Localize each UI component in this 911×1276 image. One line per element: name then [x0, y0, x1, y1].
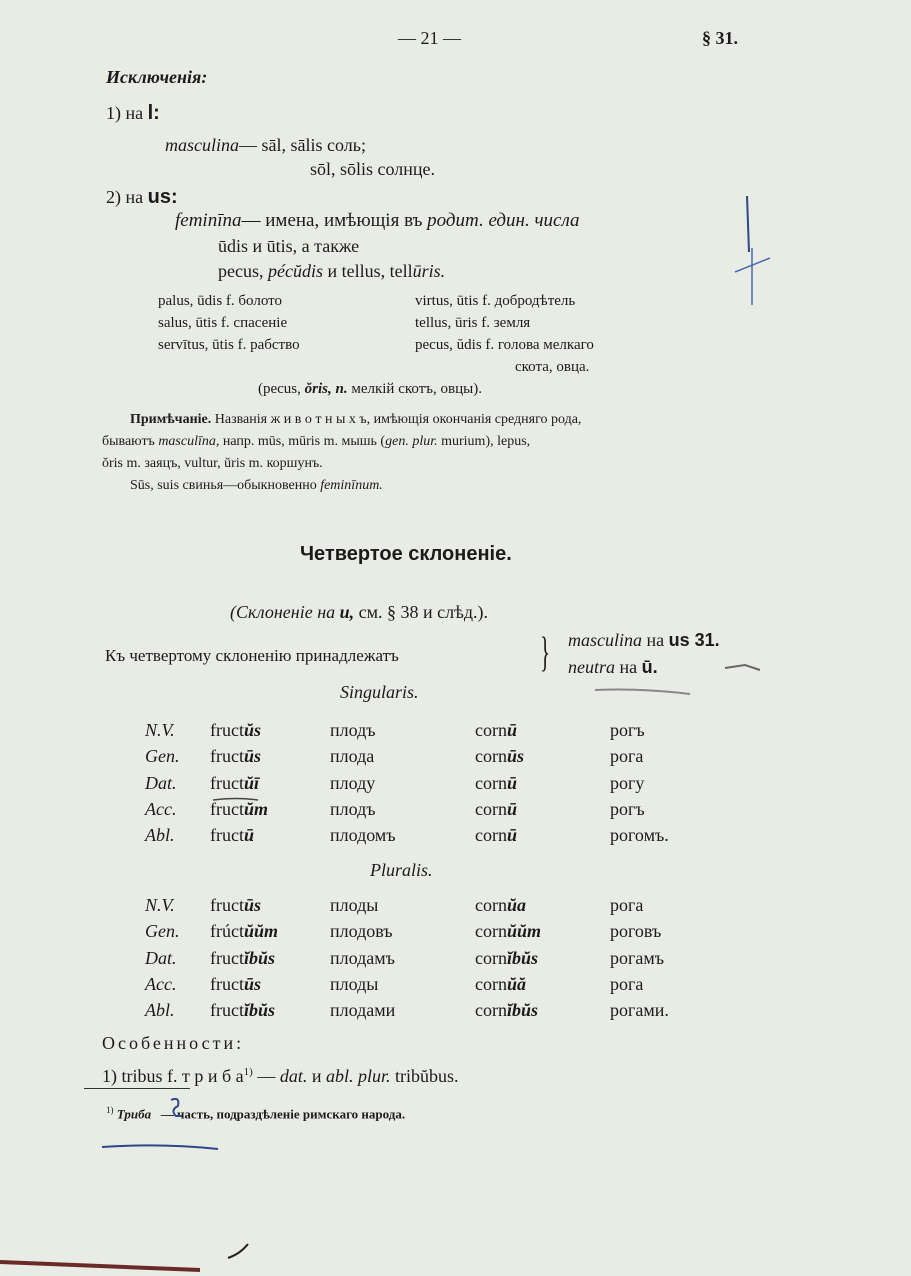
- exception-2: 2) на us:: [106, 186, 178, 208]
- example-left-3: servītus, ūtis f. рабство: [158, 337, 300, 353]
- translation-cornu: рога: [610, 973, 644, 994]
- table-row: [0, 894, 911, 918]
- example-right-3-cont: скота, овца.: [515, 359, 590, 375]
- footnote-rule: [84, 1088, 190, 1089]
- translation-cornu: рогъ: [610, 798, 645, 819]
- table-row: [0, 798, 911, 822]
- exceptions-title: Исключенія:: [106, 67, 208, 87]
- case-label: Dat.: [145, 772, 177, 793]
- form-fructus: fructŭī: [210, 772, 259, 793]
- form-cornu: cornŭa: [475, 895, 526, 915]
- note-line3: ŏris m. заяцъ, vultur, ŭris m. коршунъ.: [102, 456, 323, 471]
- exception-2-line2: ūdis и ūtis, а также: [218, 236, 360, 256]
- case-label: Gen.: [145, 746, 180, 767]
- form-fructus: fructĭbŭs: [210, 947, 276, 968]
- form-fructus: frúctŭŭm: [210, 921, 279, 942]
- translation-fructus: плода: [330, 746, 375, 767]
- table-row: [0, 719, 911, 743]
- form-fructus: fructūs: [210, 973, 261, 994]
- exception-2-line1: feminīna— имена, имѣющія въ родит. един. числа: [175, 210, 580, 231]
- translation-cornu: роговъ: [610, 921, 662, 942]
- translation-fructus: плодамъ: [330, 947, 395, 968]
- case-label: Gen.: [145, 921, 180, 942]
- example-right-1: virtus, ūtis f. добродѣтель: [415, 293, 576, 309]
- case-label: Acc.: [145, 973, 177, 994]
- form-fructus: fructĭbŭs: [210, 1000, 276, 1021]
- translation-cornu: рогъ: [610, 720, 645, 740]
- exception-1-line1: masculina— sāl, sālis соль;: [165, 135, 366, 155]
- table-row: [0, 973, 911, 997]
- declension-subtitle: (Склоненіе на u, см. § 38 и слѣд.).: [230, 602, 489, 622]
- footnote: $^{1)}$ Триба — часть, подраздѣленіе римскаго народа.: [106, 1105, 406, 1122]
- form-cornu: cornūs: [475, 746, 524, 767]
- features-item-1: 1) tribus f. т р и б $а^{1)}$ — dat. и abl. plur. tribŭbus.: [102, 1066, 459, 1086]
- translation-fructus: плодомъ: [330, 825, 396, 846]
- pluralis-title: Pluralis.: [370, 860, 433, 880]
- pecus-note: (pecus, ŏris, n. мелкій скотъ, овцы).: [258, 381, 482, 397]
- table-row: [0, 920, 911, 944]
- form-cornu: cornū: [475, 825, 517, 846]
- case-label: Dat.: [145, 947, 177, 968]
- features-title: Особенности:: [102, 1033, 245, 1053]
- form-fructus: fructŭs: [210, 720, 261, 740]
- translation-cornu: рогомъ.: [610, 825, 669, 846]
- translation-cornu: рога: [610, 895, 644, 915]
- translation-cornu: рогамъ: [610, 947, 665, 968]
- exception-1: 1) на l:: [106, 102, 160, 124]
- note-line2: бываютъ masculīna, напр. mūs, mūris m. мышь (gen. plur. murium), lepus,: [102, 434, 531, 449]
- form-cornu: cornū: [475, 720, 517, 740]
- singularis-title: Singularis.: [340, 682, 419, 702]
- case-label: Abl.: [145, 1000, 175, 1021]
- case-label: Acc.: [145, 798, 177, 819]
- translation-cornu: рогу: [610, 772, 645, 793]
- form-cornu: cornū: [475, 772, 517, 793]
- translation-fructus: плодъ: [330, 720, 376, 740]
- table-row: [0, 999, 911, 1023]
- table-row: [0, 947, 911, 971]
- case-label: N.V.: [145, 720, 175, 740]
- note-line1: Примѣчаніе. Названія ж и в о т н ы х ъ, имѣющія окончанія средняго рода,: [130, 412, 582, 427]
- example-right-2: tellus, ūris f. земля: [415, 315, 531, 331]
- example-left-1: palus, ūdis f. болото: [158, 293, 282, 309]
- form-cornu: cornŭŭm: [475, 921, 542, 942]
- case-label: N.V.: [145, 895, 175, 915]
- form-cornu: cornĭbŭs: [475, 947, 539, 968]
- translation-fructus: плодъ: [330, 798, 376, 819]
- form-fructus: fructūs: [210, 746, 261, 767]
- form-fructus: fructŭm: [210, 798, 268, 819]
- form-fructus: fructūs: [210, 895, 261, 915]
- belongs-neutra: neutra на ū.: [568, 657, 658, 677]
- form-fructus: fructū: [210, 825, 254, 846]
- note-line4: Sūs, suis свинья—обыкновенно feminīnum.: [130, 478, 383, 493]
- brace: }: [540, 630, 551, 676]
- table-row: [0, 772, 911, 796]
- translation-fructus: плоды: [330, 973, 379, 994]
- exception-1-line2: sōl, sōlis солнце.: [310, 159, 436, 179]
- belongs-text: Къ четвертому склоненію принадлежатъ: [105, 646, 399, 665]
- translation-fructus: плодовъ: [330, 921, 393, 942]
- table-row: [0, 824, 911, 848]
- section-title: Четвертое склоненіе.: [300, 543, 512, 565]
- form-cornu: cornŭă: [475, 973, 526, 994]
- example-right-3: pecus, ŭdis f. голова мелкаго: [415, 337, 594, 353]
- form-cornu: cornĭbŭs: [475, 1000, 539, 1021]
- translation-cornu: рогами.: [610, 1000, 669, 1021]
- form-cornu: cornū: [475, 798, 517, 819]
- exception-2-line3: pecus, pécŭdis и tellus, tellūris.: [218, 261, 446, 281]
- case-label: Abl.: [145, 825, 175, 846]
- translation-fructus: плоды: [330, 895, 379, 915]
- section-number: § 31.: [702, 28, 738, 48]
- page-number: — 21 —: [398, 28, 461, 48]
- belongs-masculina: masculina на us 31.: [568, 630, 720, 650]
- example-left-2: salus, ūtis f. спасеніе: [158, 315, 288, 331]
- translation-cornu: рога: [610, 746, 644, 767]
- translation-fructus: плоду: [330, 772, 376, 793]
- table-row: [0, 745, 911, 769]
- translation-fructus: плодами: [330, 1000, 396, 1021]
